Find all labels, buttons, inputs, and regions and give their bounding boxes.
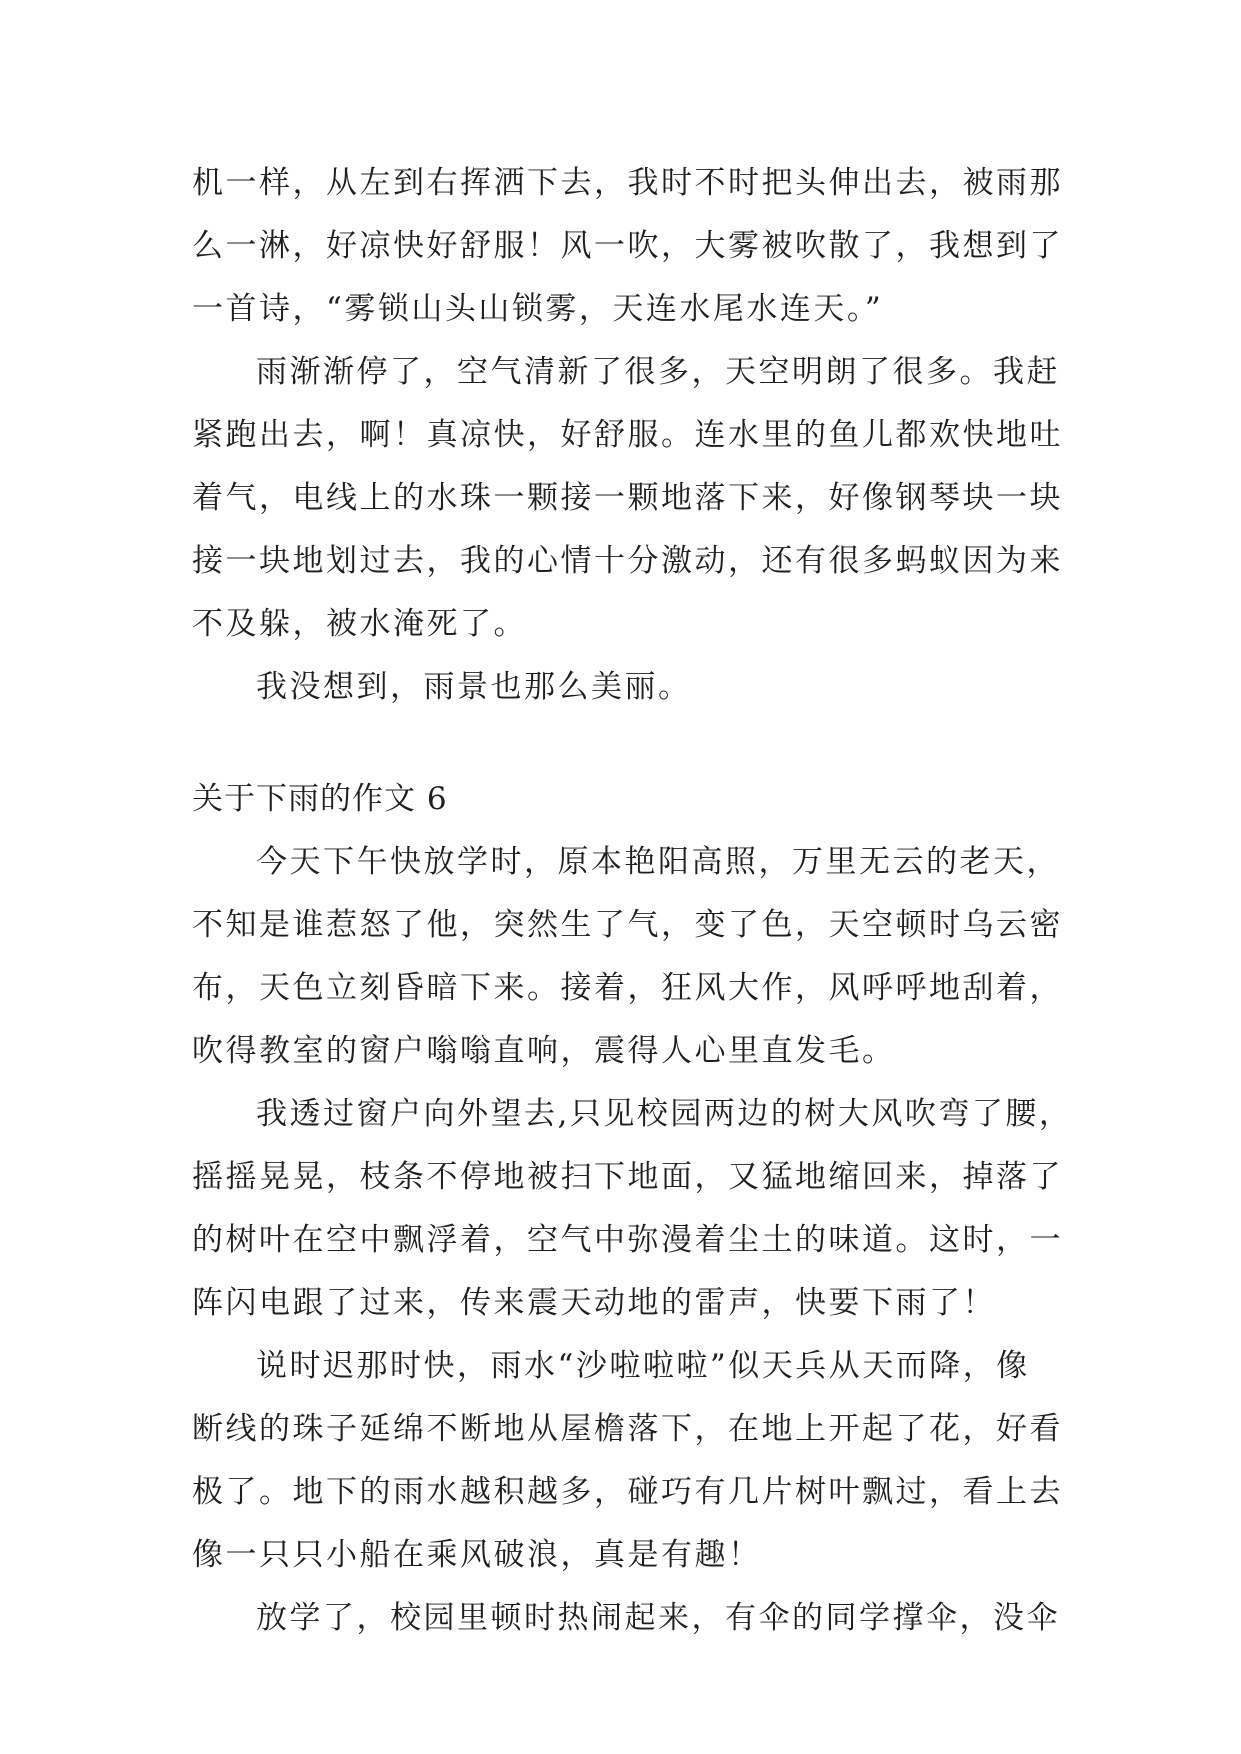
paragraph [192, 152, 1062, 341]
section-gap [192, 719, 1062, 768]
paragraph [192, 656, 1062, 719]
text-line: 机一样，从左到右挥洒下去，我时不时把头伸出去，被雨那 [192, 165, 1063, 201]
text-line: 的树叶在空中飘浮着，空气中弥漫着尘土的味道。这时，一 [192, 1222, 1063, 1258]
document-body [192, 152, 1073, 1650]
paragraph [192, 1083, 1073, 1335]
text-line: 雨渐渐停了，空气清新了很多，天空明朗了很多。我赶 [256, 354, 1060, 390]
text-line: 布，天色立刻昏暗下来。接着，狂风大作，风呼呼地刮着， [192, 970, 1063, 1006]
paragraph [192, 1335, 1062, 1587]
text-line: 今天下午快放学时，原本艳阳高照，万里无云的老天， [256, 844, 1060, 880]
text-line: 摇摇晃晃，枝条不停地被扫下地面，又猛地缩回来，掉落了 [192, 1159, 1063, 1195]
text-line: 一首诗，“雾锁山头山锁雾，天连水尾水连天。” [192, 291, 884, 327]
paragraph [192, 831, 1062, 1083]
text-line: 阵闪电跟了过来，传来震天动地的雷声，快要下雨了！ [192, 1285, 996, 1321]
text-line: 像一只只小船在乘风破浪，真是有趣！ [192, 1537, 762, 1573]
paragraph [192, 1587, 1062, 1650]
text-line: 我没想到，雨景也那么美丽。 [256, 669, 692, 705]
paragraph [192, 341, 1062, 656]
text-line: 不知是谁惹怒了他，突然生了气，变了色，天空顿时乌云密 [192, 907, 1063, 943]
text-line: 紧跑出去，啊！真凉快，好舒服。连水里的鱼儿都欢快地吐 [192, 417, 1063, 453]
text-line: 我透过窗户向外望去,只见校园两边的树大风吹弯了腰， [256, 1096, 1073, 1132]
text-line: 不及躲，被水淹死了。 [192, 606, 527, 642]
text-line: 吹得教室的窗户嗡嗡直响，震得人心里直发毛。 [192, 1033, 896, 1069]
text-line: 接一块地划过去，我的心情十分激动，还有很多蚂蚁因为来 [192, 543, 1063, 579]
text-line: 极了。地下的雨水越积越多，碰巧有几片树叶飘过，看上去 [192, 1474, 1063, 1510]
text-line: 断线的珠子延绵不断地从屋檐落下，在地上开起了花，好看 [192, 1411, 1063, 1447]
text-line: 着气，电线上的水珠一颗接一颗地落下来，好像钢琴块一块 [192, 480, 1063, 516]
text-line: 放学了，校园里顿时热闹起来，有伞的同学撑伞，没伞 [256, 1600, 1060, 1636]
text-line: 么一淋，好凉快好舒服！风一吹，大雾被吹散了，我想到了 [192, 228, 1063, 264]
section-title: 关于下雨的作文 6 [192, 781, 448, 817]
text-line: 说时迟那时快，雨水“沙啦啦啦”似天兵从天而降，像 [256, 1348, 1030, 1384]
